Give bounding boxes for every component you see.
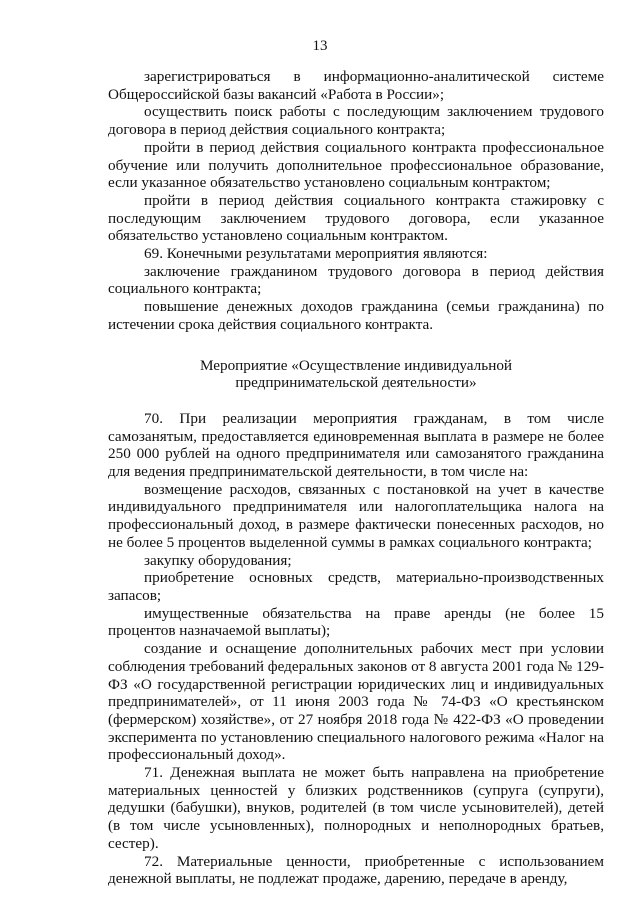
section-heading-line-1: Мероприятие «Осуществление индивидуальной xyxy=(199,356,513,374)
paragraph-lease: имущественные обязательства на праве аренды (не более 15 процентов назначаемой выплаты); xyxy=(108,604,604,640)
paragraph-employment-contract: заключение гражданином трудового договора в период действия социального контракта; xyxy=(108,262,604,298)
paragraph-fixed-assets: приобретение основных средств, материально-производственных запасов; xyxy=(108,569,604,604)
paragraph-internship: пройти в период действия социального контракта стажировку с последующим заключением трудового договора, если указанное обязательство установлено социальным контрактом. xyxy=(108,191,604,245)
paragraph-register-job-portal: зарегистрироваться в информационно-аналитической системе Общероссийской базы вакансий «Работа в России»; xyxy=(108,68,604,103)
paragraph-income-increase: повышение денежных доходов гражданина (семьи гражданина) по истечении срока действия социального контракта. xyxy=(108,298,604,333)
section-heading-line-2: предпринимательской деятельности» xyxy=(235,374,477,392)
paragraph-equipment: закупку оборудования; xyxy=(144,551,292,569)
document-body xyxy=(108,68,604,888)
paragraph-training: пройти в период действия социального контракта профессиональное обучение или получить дополнительное профессиональное образование, если указанное обязательство установлено социальным контрактом; xyxy=(108,138,604,192)
paragraph-69-results: 69. Конечными результатами мероприятия являются: xyxy=(144,245,488,263)
paragraph-72-material-values: 72. Материальные ценности, приобретенные с использованием денежной выплаты, не подлежат продаже, дарению, передаче в аренду, xyxy=(108,852,604,888)
paragraph-job-search: осуществить поиск работы с последующим заключением трудового договора в период действия социального контракта; xyxy=(108,103,604,139)
paragraph-70-lump-sum: 70. При реализации мероприятия гражданам, в том числе самозанятым, предоставляется единовременная выплата в размере не более 250 000 рублей на одного предпринимателя или самозанятого гражданина для ведения предпринимательской деятельности, в том числе на: xyxy=(108,409,604,481)
page-number: 13 xyxy=(312,38,328,54)
paragraph-71-relatives: 71. Денежная выплата не может быть направлена на приобретение материальных ценностей у близких родственников (супруга (супруги), дедушки (бабушки), внуков, родителей (в том числе усыновителей), детей (в том числе усыновленных), полнородных и неполнородных братьев, сестер). xyxy=(108,764,604,852)
paragraph-registration-costs: возмещение расходов, связанных с постановкой на учет в качестве индивидуального предпринимателя или налогоплательщика налога на профессиональный доход, в размере фактически понесенных расходов, но не более 5 процентов выделенной суммы в рамках социального контракта; xyxy=(108,480,604,551)
section-heading xyxy=(108,357,604,392)
paragraph-workplaces: создание и оснащение дополнительных рабочих мест при условии соблюдения требований федеральных законов от 8 августа 2001 года № 129-ФЗ «О государственной регистрации юридических лиц и индивидуальных предпринимателей», от 11 июня 2003 года № 74-ФЗ «О крестьянском (фермерском) хозяйстве», от 27 ноября 2018 года № 422-ФЗ «О проведении эксперимента по установлению специального налогового режима «Налог на профессиональный доход». xyxy=(108,640,604,764)
